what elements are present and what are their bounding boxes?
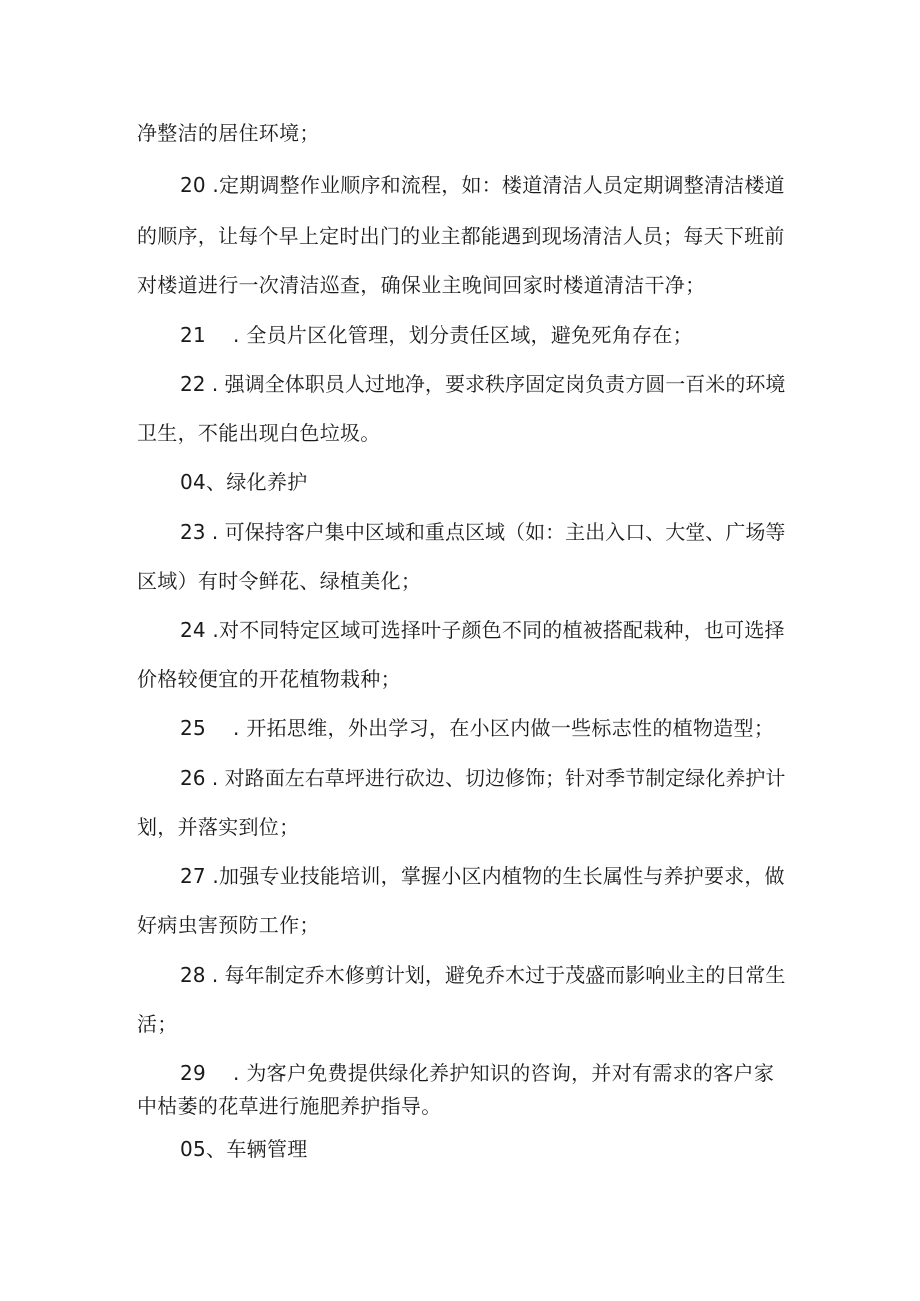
text-line-5: 21 . 全员片区化管理，划分责任区域，避免死角存在； — [180, 323, 693, 347]
text-line-7: 卫生，不能出现白色垃圾。 — [137, 421, 381, 445]
text-line-14: 26 . 对路面左右草坪进行砍边、切边修饰；针对季节制定绿化养护计 — [180, 766, 786, 790]
text-line-21: 中枯萎的花草进行施肥养护指导。 — [137, 1094, 442, 1118]
text-line-19: 活； — [137, 1012, 178, 1036]
text-line-16: 27 .加强专业技能培训，掌握小区内植物的生长属性与养护要求，做 — [180, 864, 785, 888]
section-heading-greening: 04、绿化养护 — [180, 470, 308, 494]
text-line-4: 对楼道进行一次清洁巡查，确保业主晚间回家时楼道清洁干净； — [137, 273, 706, 297]
text-line-2: 20 .定期调整作业顺序和流程，如：楼道清洁人员定期调整清洁楼道 — [180, 173, 785, 197]
text-line-1: 净整洁的居住环境； — [137, 121, 320, 145]
section-heading-vehicles: 05、车辆管理 — [180, 1137, 308, 1161]
text-line-20: 29 . 为客户免费提供绿化养护知识的咨询，并对有需求的客户家 — [180, 1061, 775, 1085]
text-line-11: 24 .对不同特定区域可选择叶子颜色不同的植被搭配栽种，也可选择 — [180, 618, 785, 642]
text-line-3: 的顺序，让每个早上定时出门的业主都能遇到现场清洁人员；每天下班前 — [137, 224, 785, 248]
text-line-10: 区域）有时令鲜花、绿植美化； — [137, 569, 422, 593]
text-line-6: 22 . 强调全体职员人过地净，要求秩序固定岗负责方圆一百米的环境 — [180, 372, 786, 396]
text-line-17: 好病虫害预防工作； — [137, 913, 320, 937]
text-line-9: 23 . 可保持客户集中区域和重点区域（如：主出入口、大堂、广场等 — [180, 520, 786, 544]
text-line-13: 25 . 开拓思维，外出学习，在小区内做一些标志性的植物造型； — [180, 716, 775, 740]
text-line-18: 28 . 每年制定乔木修剪计划，避免乔木过于茂盛而影响业主的日常生 — [180, 963, 786, 987]
text-line-12: 价格较便宜的开花植物栽种； — [137, 667, 401, 691]
text-line-15: 划，并落实到位； — [137, 815, 300, 839]
